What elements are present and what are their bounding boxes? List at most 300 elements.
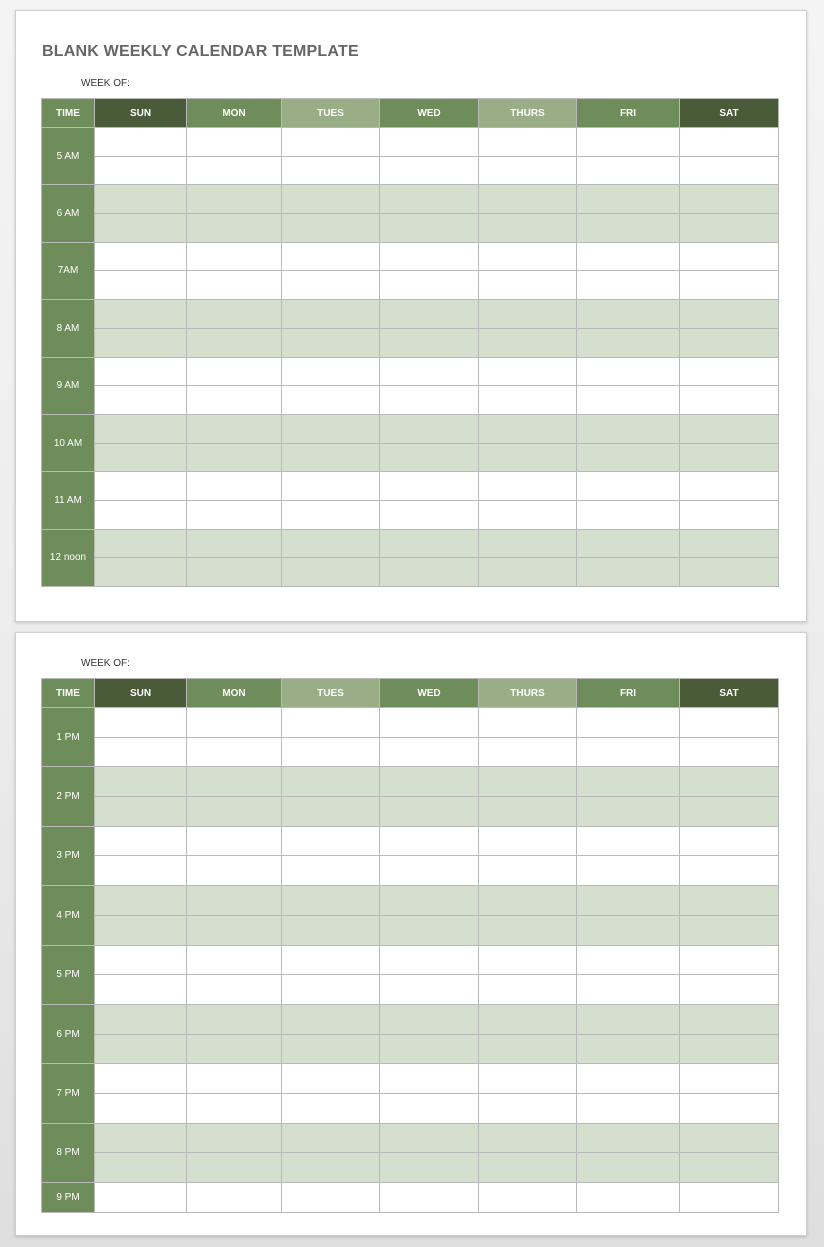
schedule-cell-sun[interactable] bbox=[95, 1123, 187, 1153]
schedule-cell-thurs[interactable] bbox=[479, 737, 577, 767]
schedule-cell-fri[interactable] bbox=[577, 500, 680, 529]
schedule-cell-sun[interactable] bbox=[95, 708, 187, 738]
schedule-cell-tues[interactable] bbox=[282, 156, 380, 185]
schedule-cell-sat[interactable] bbox=[680, 271, 779, 300]
time-slot-label: 11 AM bbox=[42, 472, 95, 529]
time-slot-label: 12 noon bbox=[42, 529, 95, 586]
time-slot-row bbox=[42, 386, 779, 415]
schedule-cell-fri[interactable] bbox=[577, 1153, 680, 1183]
schedule-cell-sat[interactable] bbox=[680, 945, 779, 975]
time-slot-row bbox=[42, 915, 779, 945]
schedule-cell-sat[interactable] bbox=[680, 558, 779, 587]
schedule-cell-tues[interactable] bbox=[282, 185, 380, 214]
schedule-cell-mon[interactable] bbox=[187, 1093, 282, 1123]
time-slot-label: 3 PM bbox=[42, 826, 95, 885]
schedule-cell-sat[interactable] bbox=[680, 328, 779, 357]
schedule-cell-thurs[interactable] bbox=[479, 915, 577, 945]
schedule-cell-tues[interactable] bbox=[282, 1183, 380, 1213]
time-slot-row bbox=[42, 500, 779, 529]
schedule-cell-tues[interactable] bbox=[282, 915, 380, 945]
time-slot-row bbox=[42, 1004, 779, 1034]
schedule-cell-sun[interactable] bbox=[95, 797, 187, 827]
schedule-cell-sat[interactable] bbox=[680, 500, 779, 529]
time-slot-row bbox=[42, 886, 779, 916]
schedule-cell-mon[interactable] bbox=[187, 708, 282, 738]
schedule-cell-fri[interactable] bbox=[577, 826, 680, 856]
schedule-cell-thurs[interactable] bbox=[479, 156, 577, 185]
schedule-cell-sat[interactable] bbox=[680, 856, 779, 886]
schedule-cell-mon[interactable] bbox=[187, 1004, 282, 1034]
schedule-cell-fri[interactable] bbox=[577, 856, 680, 886]
schedule-cell-fri[interactable] bbox=[577, 386, 680, 415]
schedule-cell-mon[interactable] bbox=[187, 300, 282, 329]
day-header-mon: MON bbox=[187, 679, 282, 708]
schedule-cell-mon[interactable] bbox=[187, 1153, 282, 1183]
schedule-cell-thurs[interactable] bbox=[479, 1153, 577, 1183]
schedule-cell-sun[interactable] bbox=[95, 472, 187, 501]
schedule-cell-sat[interactable] bbox=[680, 185, 779, 214]
schedule-cell-thurs[interactable] bbox=[479, 856, 577, 886]
schedule-cell-fri[interactable] bbox=[577, 271, 680, 300]
schedule-cell-wed[interactable] bbox=[380, 300, 479, 329]
time-slot-row bbox=[42, 414, 779, 443]
schedule-cell-tues[interactable] bbox=[282, 386, 380, 415]
time-slot-row bbox=[42, 443, 779, 472]
schedule-cell-mon[interactable] bbox=[187, 886, 282, 916]
schedule-cell-tues[interactable] bbox=[282, 214, 380, 243]
schedule-cell-fri[interactable] bbox=[577, 214, 680, 243]
week-of-label: WEEK OF: bbox=[81, 658, 130, 669]
schedule-cell-sun[interactable] bbox=[95, 500, 187, 529]
time-column-header: TIME bbox=[42, 679, 95, 708]
week-of-label: WEEK OF: bbox=[81, 78, 130, 89]
schedule-cell-wed[interactable] bbox=[380, 500, 479, 529]
weekly-calendar-table bbox=[41, 678, 779, 1213]
schedule-cell-fri[interactable] bbox=[577, 443, 680, 472]
time-slot-row bbox=[42, 767, 779, 797]
schedule-cell-fri[interactable] bbox=[577, 558, 680, 587]
schedule-cell-fri[interactable] bbox=[577, 529, 680, 558]
schedule-cell-thurs[interactable] bbox=[479, 185, 577, 214]
schedule-cell-thurs[interactable] bbox=[479, 1093, 577, 1123]
time-slot-label: 4 PM bbox=[42, 886, 95, 945]
schedule-cell-sun[interactable] bbox=[95, 328, 187, 357]
schedule-cell-mon[interactable] bbox=[187, 529, 282, 558]
schedule-cell-sat[interactable] bbox=[680, 1123, 779, 1153]
schedule-cell-tues[interactable] bbox=[282, 271, 380, 300]
schedule-cell-tues[interactable] bbox=[282, 797, 380, 827]
schedule-cell-mon[interactable] bbox=[187, 737, 282, 767]
schedule-cell-wed[interactable] bbox=[380, 472, 479, 501]
schedule-cell-mon[interactable] bbox=[187, 271, 282, 300]
schedule-cell-tues[interactable] bbox=[282, 328, 380, 357]
schedule-cell-thurs[interactable] bbox=[479, 975, 577, 1005]
schedule-cell-thurs[interactable] bbox=[479, 357, 577, 386]
schedule-cell-mon[interactable] bbox=[187, 500, 282, 529]
schedule-cell-sun[interactable] bbox=[95, 975, 187, 1005]
schedule-cell-sat[interactable] bbox=[680, 797, 779, 827]
schedule-cell-fri[interactable] bbox=[577, 1004, 680, 1034]
schedule-cell-tues[interactable] bbox=[282, 1034, 380, 1064]
schedule-cell-tues[interactable] bbox=[282, 1153, 380, 1183]
schedule-cell-fri[interactable] bbox=[577, 975, 680, 1005]
schedule-cell-wed[interactable] bbox=[380, 915, 479, 945]
schedule-cell-fri[interactable] bbox=[577, 737, 680, 767]
time-slot-row bbox=[42, 1153, 779, 1183]
schedule-cell-thurs[interactable] bbox=[479, 472, 577, 501]
schedule-cell-thurs[interactable] bbox=[479, 214, 577, 243]
day-header-sat: SAT bbox=[680, 679, 779, 708]
time-slot-row bbox=[42, 558, 779, 587]
schedule-cell-sun[interactable] bbox=[95, 915, 187, 945]
schedule-cell-sat[interactable] bbox=[680, 443, 779, 472]
schedule-cell-thurs[interactable] bbox=[479, 443, 577, 472]
day-header-sat: SAT bbox=[680, 99, 779, 128]
time-slot-row bbox=[42, 945, 779, 975]
time-slot-row bbox=[42, 357, 779, 386]
schedule-cell-fri[interactable] bbox=[577, 767, 680, 797]
time-slot-label: 6 PM bbox=[42, 1004, 95, 1063]
schedule-cell-tues[interactable] bbox=[282, 472, 380, 501]
schedule-cell-wed[interactable] bbox=[380, 357, 479, 386]
schedule-cell-sun[interactable] bbox=[95, 128, 187, 157]
time-slot-row bbox=[42, 529, 779, 558]
schedule-cell-sat[interactable] bbox=[680, 975, 779, 1005]
schedule-cell-tues[interactable] bbox=[282, 1064, 380, 1094]
header-row bbox=[42, 99, 779, 128]
schedule-cell-thurs[interactable] bbox=[479, 558, 577, 587]
schedule-cell-fri[interactable] bbox=[577, 915, 680, 945]
header-row bbox=[42, 679, 779, 708]
schedule-cell-tues[interactable] bbox=[282, 1123, 380, 1153]
schedule-cell-mon[interactable] bbox=[187, 558, 282, 587]
schedule-cell-wed[interactable] bbox=[380, 414, 479, 443]
schedule-cell-wed[interactable] bbox=[380, 1064, 479, 1094]
schedule-cell-wed[interactable] bbox=[380, 128, 479, 157]
time-slot-row bbox=[42, 975, 779, 1005]
schedule-cell-sun[interactable] bbox=[95, 357, 187, 386]
schedule-cell-tues[interactable] bbox=[282, 945, 380, 975]
schedule-cell-wed[interactable] bbox=[380, 1093, 479, 1123]
time-slot-row bbox=[42, 1034, 779, 1064]
time-slot-row bbox=[42, 826, 779, 856]
schedule-cell-wed[interactable] bbox=[380, 945, 479, 975]
time-slot-label: 10 AM bbox=[42, 414, 95, 471]
schedule-cell-sat[interactable] bbox=[680, 357, 779, 386]
schedule-cell-sun[interactable] bbox=[95, 156, 187, 185]
schedule-cell-wed[interactable] bbox=[380, 386, 479, 415]
schedule-cell-mon[interactable] bbox=[187, 915, 282, 945]
schedule-cell-thurs[interactable] bbox=[479, 1004, 577, 1034]
schedule-cell-sat[interactable] bbox=[680, 156, 779, 185]
schedule-cell-mon[interactable] bbox=[187, 128, 282, 157]
schedule-cell-thurs[interactable] bbox=[479, 300, 577, 329]
schedule-cell-sun[interactable] bbox=[95, 1064, 187, 1094]
schedule-cell-fri[interactable] bbox=[577, 708, 680, 738]
schedule-cell-sat[interactable] bbox=[680, 1064, 779, 1094]
schedule-cell-tues[interactable] bbox=[282, 500, 380, 529]
schedule-cell-fri[interactable] bbox=[577, 1093, 680, 1123]
schedule-cell-mon[interactable] bbox=[187, 975, 282, 1005]
schedule-cell-mon[interactable] bbox=[187, 797, 282, 827]
schedule-cell-mon[interactable] bbox=[187, 826, 282, 856]
schedule-cell-thurs[interactable] bbox=[479, 328, 577, 357]
schedule-cell-tues[interactable] bbox=[282, 414, 380, 443]
schedule-cell-sun[interactable] bbox=[95, 214, 187, 243]
schedule-cell-fri[interactable] bbox=[577, 886, 680, 916]
time-slot-label: 6 AM bbox=[42, 185, 95, 242]
schedule-cell-thurs[interactable] bbox=[479, 826, 577, 856]
schedule-cell-thurs[interactable] bbox=[479, 797, 577, 827]
schedule-cell-wed[interactable] bbox=[380, 214, 479, 243]
time-slot-row bbox=[42, 242, 779, 271]
schedule-cell-mon[interactable] bbox=[187, 945, 282, 975]
schedule-cell-thurs[interactable] bbox=[479, 128, 577, 157]
schedule-cell-wed[interactable] bbox=[380, 156, 479, 185]
schedule-cell-mon[interactable] bbox=[187, 1064, 282, 1094]
schedule-cell-wed[interactable] bbox=[380, 708, 479, 738]
schedule-cell-wed[interactable] bbox=[380, 1034, 479, 1064]
time-slot-label: 7 PM bbox=[42, 1064, 95, 1123]
schedule-cell-tues[interactable] bbox=[282, 975, 380, 1005]
schedule-cell-wed[interactable] bbox=[380, 185, 479, 214]
schedule-cell-tues[interactable] bbox=[282, 1004, 380, 1034]
schedule-cell-wed[interactable] bbox=[380, 1183, 479, 1213]
schedule-cell-wed[interactable] bbox=[380, 558, 479, 587]
schedule-cell-fri[interactable] bbox=[577, 128, 680, 157]
schedule-cell-tues[interactable] bbox=[282, 128, 380, 157]
schedule-cell-sat[interactable] bbox=[680, 708, 779, 738]
time-slot-label: 9 PM bbox=[42, 1183, 95, 1213]
schedule-cell-fri[interactable] bbox=[577, 328, 680, 357]
schedule-cell-sun[interactable] bbox=[95, 529, 187, 558]
time-slot-row bbox=[42, 472, 779, 501]
schedule-cell-sun[interactable] bbox=[95, 826, 187, 856]
schedule-cell-fri[interactable] bbox=[577, 300, 680, 329]
schedule-cell-sat[interactable] bbox=[680, 826, 779, 856]
schedule-cell-mon[interactable] bbox=[187, 156, 282, 185]
time-slot-row bbox=[42, 214, 779, 243]
schedule-cell-wed[interactable] bbox=[380, 826, 479, 856]
day-header-fri: FRI bbox=[577, 99, 680, 128]
day-header-wed: WED bbox=[380, 679, 479, 708]
schedule-cell-fri[interactable] bbox=[577, 357, 680, 386]
schedule-cell-sun[interactable] bbox=[95, 558, 187, 587]
schedule-cell-sun[interactable] bbox=[95, 386, 187, 415]
schedule-cell-sun[interactable] bbox=[95, 271, 187, 300]
day-header-thurs: THURS bbox=[479, 99, 577, 128]
schedule-cell-sat[interactable] bbox=[680, 242, 779, 271]
day-header-wed: WED bbox=[380, 99, 479, 128]
schedule-cell-fri[interactable] bbox=[577, 414, 680, 443]
schedule-cell-fri[interactable] bbox=[577, 472, 680, 501]
schedule-cell-sat[interactable] bbox=[680, 472, 779, 501]
schedule-cell-sat[interactable] bbox=[680, 886, 779, 916]
schedule-cell-wed[interactable] bbox=[380, 1123, 479, 1153]
time-slot-row bbox=[42, 300, 779, 329]
time-slot-label: 9 AM bbox=[42, 357, 95, 414]
schedule-cell-wed[interactable] bbox=[380, 328, 479, 357]
schedule-cell-thurs[interactable] bbox=[479, 1034, 577, 1064]
schedule-cell-wed[interactable] bbox=[380, 242, 479, 271]
schedule-cell-thurs[interactable] bbox=[479, 386, 577, 415]
time-slot-row bbox=[42, 128, 779, 157]
calendar-page-2 bbox=[15, 632, 807, 1236]
schedule-cell-wed[interactable] bbox=[380, 1153, 479, 1183]
schedule-cell-thurs[interactable] bbox=[479, 886, 577, 916]
schedule-cell-thurs[interactable] bbox=[479, 242, 577, 271]
time-slot-row bbox=[42, 737, 779, 767]
document-title: BLANK WEEKLY CALENDAR TEMPLATE bbox=[42, 43, 359, 60]
schedule-cell-mon[interactable] bbox=[187, 214, 282, 243]
schedule-cell-sun[interactable] bbox=[95, 300, 187, 329]
schedule-cell-mon[interactable] bbox=[187, 357, 282, 386]
time-slot-row bbox=[42, 328, 779, 357]
schedule-cell-tues[interactable] bbox=[282, 558, 380, 587]
time-slot-row bbox=[42, 1093, 779, 1123]
time-slot-row bbox=[42, 156, 779, 185]
schedule-cell-tues[interactable] bbox=[282, 529, 380, 558]
schedule-cell-thurs[interactable] bbox=[479, 529, 577, 558]
time-slot-row bbox=[42, 708, 779, 738]
schedule-cell-sun[interactable] bbox=[95, 856, 187, 886]
schedule-cell-mon[interactable] bbox=[187, 386, 282, 415]
schedule-cell-sat[interactable] bbox=[680, 214, 779, 243]
schedule-cell-wed[interactable] bbox=[380, 767, 479, 797]
schedule-cell-tues[interactable] bbox=[282, 767, 380, 797]
schedule-cell-thurs[interactable] bbox=[479, 500, 577, 529]
schedule-cell-tues[interactable] bbox=[282, 886, 380, 916]
schedule-cell-sun[interactable] bbox=[95, 443, 187, 472]
schedule-cell-wed[interactable] bbox=[380, 797, 479, 827]
schedule-cell-sat[interactable] bbox=[680, 1004, 779, 1034]
schedule-cell-sun[interactable] bbox=[95, 242, 187, 271]
time-slot-row bbox=[42, 271, 779, 300]
schedule-cell-sat[interactable] bbox=[680, 767, 779, 797]
schedule-cell-tues[interactable] bbox=[282, 300, 380, 329]
schedule-cell-wed[interactable] bbox=[380, 1004, 479, 1034]
time-slot-label: 8 PM bbox=[42, 1123, 95, 1182]
schedule-cell-fri[interactable] bbox=[577, 242, 680, 271]
schedule-cell-sun[interactable] bbox=[95, 185, 187, 214]
schedule-cell-wed[interactable] bbox=[380, 975, 479, 1005]
schedule-cell-fri[interactable] bbox=[577, 797, 680, 827]
schedule-cell-sun[interactable] bbox=[95, 945, 187, 975]
schedule-cell-sat[interactable] bbox=[680, 1034, 779, 1064]
day-header-fri: FRI bbox=[577, 679, 680, 708]
schedule-cell-sat[interactable] bbox=[680, 737, 779, 767]
schedule-cell-wed[interactable] bbox=[380, 443, 479, 472]
schedule-cell-sun[interactable] bbox=[95, 1093, 187, 1123]
schedule-cell-thurs[interactable] bbox=[479, 1183, 577, 1213]
schedule-cell-sat[interactable] bbox=[680, 529, 779, 558]
day-header-thurs: THURS bbox=[479, 679, 577, 708]
time-slot-label: 7AM bbox=[42, 242, 95, 299]
schedule-cell-sat[interactable] bbox=[680, 1153, 779, 1183]
schedule-cell-thurs[interactable] bbox=[479, 271, 577, 300]
schedule-cell-sun[interactable] bbox=[95, 1153, 187, 1183]
schedule-cell-fri[interactable] bbox=[577, 1183, 680, 1213]
schedule-cell-wed[interactable] bbox=[380, 737, 479, 767]
schedule-cell-sat[interactable] bbox=[680, 915, 779, 945]
day-header-tues: TUES bbox=[282, 99, 380, 128]
schedule-cell-sat[interactable] bbox=[680, 414, 779, 443]
schedule-cell-mon[interactable] bbox=[187, 185, 282, 214]
time-slot-row bbox=[42, 856, 779, 886]
schedule-cell-sun[interactable] bbox=[95, 737, 187, 767]
schedule-cell-sat[interactable] bbox=[680, 128, 779, 157]
schedule-cell-mon[interactable] bbox=[187, 443, 282, 472]
time-slot-label: 8 AM bbox=[42, 300, 95, 357]
day-header-sun: SUN bbox=[95, 99, 187, 128]
schedule-cell-mon[interactable] bbox=[187, 242, 282, 271]
schedule-cell-fri[interactable] bbox=[577, 1123, 680, 1153]
schedule-cell-sun[interactable] bbox=[95, 886, 187, 916]
time-slot-label: 1 PM bbox=[42, 708, 95, 767]
schedule-cell-thurs[interactable] bbox=[479, 945, 577, 975]
schedule-cell-fri[interactable] bbox=[577, 1034, 680, 1064]
schedule-cell-thurs[interactable] bbox=[479, 414, 577, 443]
schedule-cell-mon[interactable] bbox=[187, 472, 282, 501]
schedule-cell-tues[interactable] bbox=[282, 443, 380, 472]
schedule-cell-tues[interactable] bbox=[282, 242, 380, 271]
schedule-cell-sat[interactable] bbox=[680, 1093, 779, 1123]
schedule-cell-sun[interactable] bbox=[95, 1004, 187, 1034]
schedule-cell-sun[interactable] bbox=[95, 1183, 187, 1213]
schedule-cell-wed[interactable] bbox=[380, 529, 479, 558]
weekly-calendar-table bbox=[41, 98, 779, 587]
schedule-cell-tues[interactable] bbox=[282, 357, 380, 386]
schedule-cell-thurs[interactable] bbox=[479, 767, 577, 797]
schedule-cell-tues[interactable] bbox=[282, 708, 380, 738]
time-slot-row bbox=[42, 1183, 779, 1213]
schedule-cell-sun[interactable] bbox=[95, 767, 187, 797]
schedule-cell-mon[interactable] bbox=[187, 1034, 282, 1064]
time-slot-label: 2 PM bbox=[42, 767, 95, 826]
schedule-cell-fri[interactable] bbox=[577, 1064, 680, 1094]
time-slot-row bbox=[42, 797, 779, 827]
schedule-cell-mon[interactable] bbox=[187, 414, 282, 443]
schedule-cell-sat[interactable] bbox=[680, 386, 779, 415]
schedule-cell-tues[interactable] bbox=[282, 856, 380, 886]
schedule-cell-sat[interactable] bbox=[680, 1183, 779, 1213]
schedule-cell-wed[interactable] bbox=[380, 271, 479, 300]
day-header-sun: SUN bbox=[95, 679, 187, 708]
schedule-cell-sun[interactable] bbox=[95, 414, 187, 443]
schedule-cell-mon[interactable] bbox=[187, 328, 282, 357]
schedule-cell-mon[interactable] bbox=[187, 1183, 282, 1213]
schedule-cell-sat[interactable] bbox=[680, 300, 779, 329]
schedule-cell-fri[interactable] bbox=[577, 156, 680, 185]
schedule-cell-tues[interactable] bbox=[282, 1093, 380, 1123]
schedule-cell-thurs[interactable] bbox=[479, 1064, 577, 1094]
schedule-cell-sun[interactable] bbox=[95, 1034, 187, 1064]
schedule-cell-tues[interactable] bbox=[282, 826, 380, 856]
schedule-cell-mon[interactable] bbox=[187, 856, 282, 886]
schedule-cell-tues[interactable] bbox=[282, 737, 380, 767]
time-slot-row bbox=[42, 1064, 779, 1094]
schedule-cell-thurs[interactable] bbox=[479, 708, 577, 738]
schedule-cell-thurs[interactable] bbox=[479, 1123, 577, 1153]
schedule-cell-wed[interactable] bbox=[380, 886, 479, 916]
schedule-cell-fri[interactable] bbox=[577, 945, 680, 975]
schedule-cell-mon[interactable] bbox=[187, 1123, 282, 1153]
schedule-cell-mon[interactable] bbox=[187, 767, 282, 797]
schedule-cell-wed[interactable] bbox=[380, 856, 479, 886]
calendar-page-1 bbox=[15, 10, 807, 622]
time-slot-row bbox=[42, 1123, 779, 1153]
schedule-cell-fri[interactable] bbox=[577, 185, 680, 214]
